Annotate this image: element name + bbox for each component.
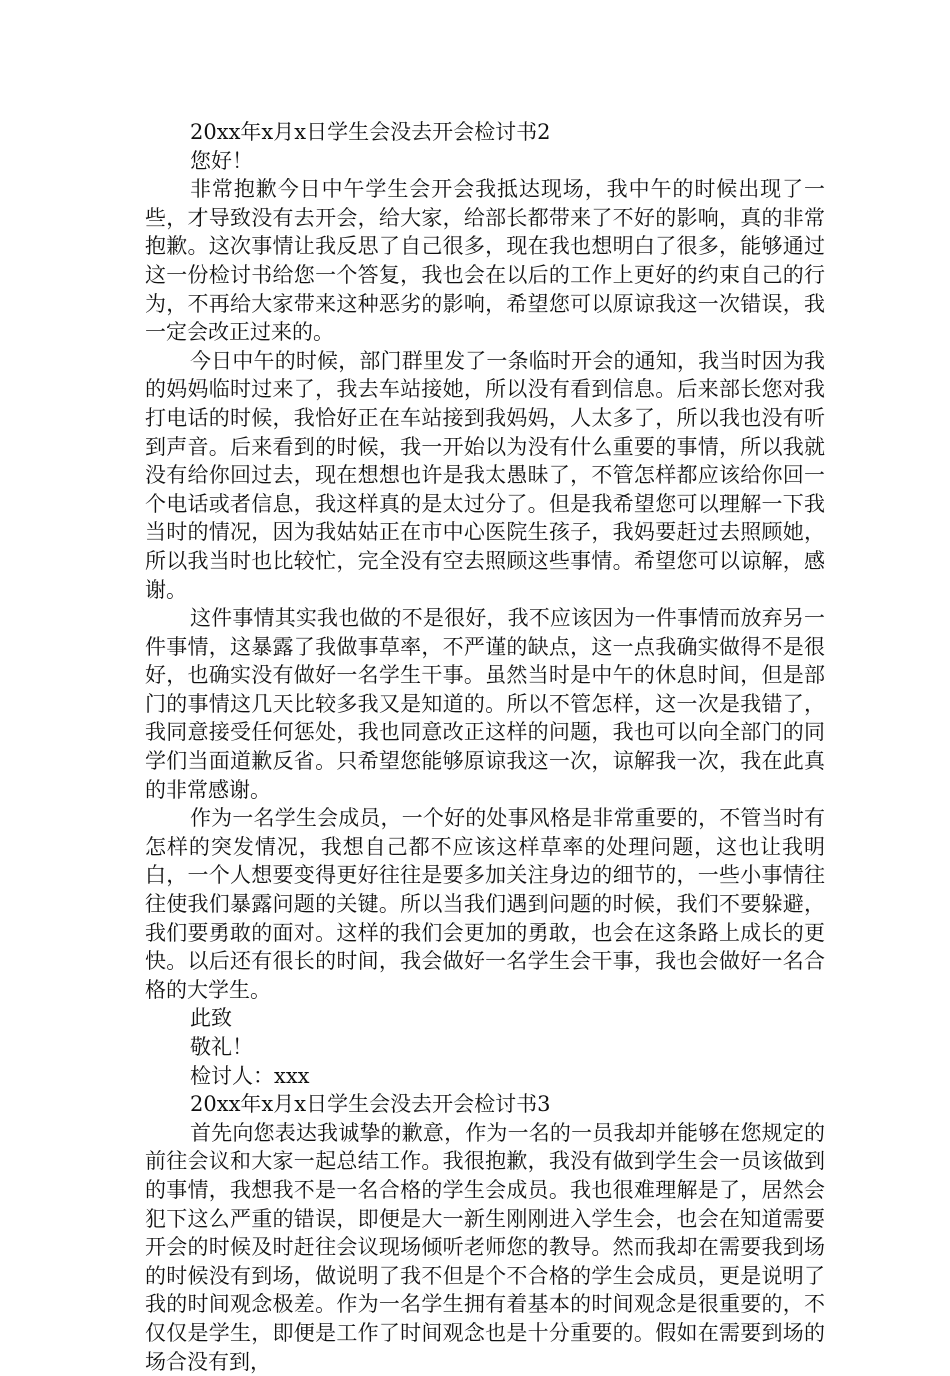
paragraph-3: 这件事情其实我也做的不是很好，我不应该因为一件事情而放弃另一件事情，这暴露了我做事草率，不严谨的缺点，这一点我确实做得不是很好，也确实没有做好一名学生干事。虽然当时是中午的休息时间，但是部门的事情这几天比较多我又是知道的。所以不管怎样，这一次是我错了，我同意接受任何惩处，我也同意改正这样的问题，我也可以向全部门的同学们当面道歉反省。只希望您能够原谅我这一次，谅解我一次，我在此真的非常感谢。 xyxy=(145,606,825,802)
section-title-2: 20xx年x月x日学生会没去开会检讨书2 xyxy=(190,120,551,144)
closing-regards: 敬礼！ xyxy=(190,1035,253,1059)
paragraph-5: 首先向您表达我诚挚的歉意，作为一名的一员我却并能够在您规定的前往会议和大家一起总结工作。我很抱歉，我没有做到学生会一员该做到的事情，我想我不是一名合格的学生会成员。我也很难理解是了，居然会犯下这么严重的错误，即便是大一新生刚刚进入学生会，也会在知道需要开会的时候及时赶往会议现场倾听老师您的教导。然而我却在需要我到场的时候没有到场，做说明了我不但是个不合格的学生会成员，更是说明了我的时间观念极差。作为一名学生拥有着基本的时间观念是很重要的，不仅仅是学生，即便是工作了时间观念也是十分重要的。假如在需要到场的场合没有到， xyxy=(145,1120,825,1374)
signature: 检讨人：xxx xyxy=(190,1063,310,1088)
section-title-3: 20xx年x月x日学生会没去开会检讨书3 xyxy=(190,1092,551,1117)
greeting: 您好！ xyxy=(190,148,253,173)
paragraph-1: 非常抱歉今日中午学生会开会我抵达现场，我中午的时候出现了一些，才导致没有去开会，给大家，给部长都带来了不好的影响，真的非常抱歉。这次事情让我反思了自己很多，现在我也想明白了很多，能够通过这一份检讨书给您一个答复，我也会在以后的工作上更好的约束自己的行为，不再给大家带来这种恶劣的影响，希望您可以原谅我这一次错误，我一定会改正过来的。 xyxy=(145,177,825,345)
document-page xyxy=(145,118,825,1376)
closing-salutation: 此致 xyxy=(190,1006,232,1031)
paragraph-4: 作为一名学生会成员，一个好的处事风格是非常重要的，不管当时有怎样的突发情况，我想自己都不应该这样草率的处理问题，这也让我明白，一个人想要变得更好往往是要多加关注身边的细节的，一些小事情往往使我们暴露问题的关键。所以当我们遇到问题的时候，我们不要躲避，我们要勇敢的面对。这样的我们会更加的勇敢，也会在这条路上成长的更快。以后还有很长的时间，我会做好一名学生会干事，我也会做好一名合格的大学生。 xyxy=(145,806,825,1002)
paragraph-2: 今日中午的时候，部门群里发了一条临时开会的通知，我当时因为我的妈妈临时过来了，我去车站接她，所以没有看到信息。后来部长您对我打电话的时候，我恰好正在车站接到我妈妈，人太多了，所以我也没有听到声音。后来看到的时候，我一开始以为没有什么重要的事情，所以我就没有给你回过去，现在想想也许是我太愚昧了，不管怎样都应该给你回一个电话或者信息，我这样真的是太过分了。但是我希望您可以理解一下我当时的情况，因为我姑姑正在市中心医院生孩子，我妈要赶过去照顾她，所以我当时也比较忙，完全没有空去照顾这些事情。希望您可以谅解，感谢。 xyxy=(145,348,825,602)
